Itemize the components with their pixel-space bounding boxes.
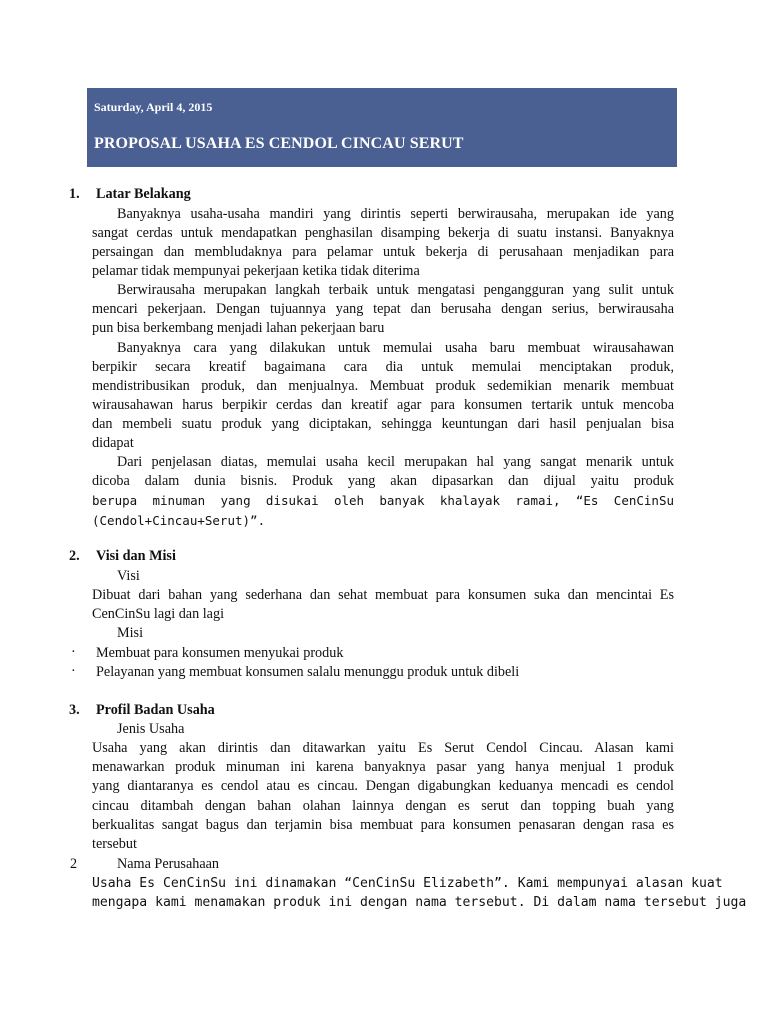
subheading-jenis-usaha: Jenis Usaha xyxy=(117,721,185,737)
page-title: PROPOSAL USAHA ES CENDOL CINCAU SERUT xyxy=(94,135,464,152)
bullet-icon: · xyxy=(71,644,76,660)
paragraph-line: mencari pekerjaan. Dengan tujuannya yang tepat dan berusaha dengan serius, berwirausaha xyxy=(92,301,674,317)
section-heading: Latar Belakang xyxy=(96,186,191,202)
paragraph-line: Usaha yang akan dirintis dan ditawarkan yaitu Es Serut Cendol Cincau. Alasan kami xyxy=(92,740,674,756)
header-banner xyxy=(87,88,677,167)
section-number: 2. xyxy=(69,548,80,564)
paragraph-line: Banyaknya usaha-usaha mandiri yang dirintis seperti berwirausaha, merupakan ide yang xyxy=(117,206,674,222)
paragraph-line: (Cendol+Cincau+Serut)”. xyxy=(92,513,266,528)
list-item: Membuat para konsumen menyukai produk xyxy=(96,645,344,661)
post-date: Saturday, April 4, 2015 xyxy=(94,100,213,114)
bullet-icon: · xyxy=(71,663,76,679)
paragraph-line: menawarkan produk minuman ini karena banyaknya pasar yang hanya menjual 1 produk xyxy=(92,759,674,775)
paragraph-line: Banyaknya cara yang dilakukan untuk memulai usaha baru membuat wirausahawan xyxy=(117,340,674,356)
section-number: 3. xyxy=(69,702,80,718)
section-number: 1. xyxy=(69,186,80,202)
section-heading: Visi dan Misi xyxy=(96,548,176,564)
misi-label: Misi xyxy=(117,625,144,641)
paragraph-line: tersebut xyxy=(92,836,137,852)
paragraph-line: Berwirausaha merupakan langkah terbaik untuk mengatasi pengangguran yang sulit untuk xyxy=(117,282,674,298)
paragraph-line: pelamar tidak mempunyai pekerjaan ketika tidak diterima xyxy=(92,263,420,279)
visi-label: Visi xyxy=(117,568,140,584)
paragraph-line: persaingan dan membludaknya para pelamar untuk bekerja di perusahaan menjadikan para xyxy=(92,244,674,260)
paragraph-line: berupa minuman yang disukai oleh banyak khalayak ramai, “Es CenCinSu xyxy=(92,493,674,508)
paragraph-line: mendistribusikan produk, dan menjualnya. Membuat produk sedemikian menarik membuat xyxy=(92,378,674,394)
paragraph-line: Dari penjelasan diatas, memulai usaha kecil merupakan hal yang sangat menarik untuk xyxy=(117,454,674,470)
paragraph-line: Usaha Es CenCinSu ini dinamakan “CenCinSu Elizabeth”. Kami mempunyai alasan kuat xyxy=(92,876,723,891)
paragraph-line: sangat cerdas untuk mendapatkan penghasilan disamping bekerja di suatu instansi. Banyaknya xyxy=(92,225,674,241)
paragraph-line: CenCinSu lagi dan lagi xyxy=(92,606,225,622)
paragraph-line: wirausahawan harus berpikir cerdas dan kreatif agar para konsumen tertarik untuk mencoba xyxy=(92,397,674,413)
paragraph-line: Dibuat dari bahan yang sederhana dan sehat membuat para konsumen suka dan mencintai Es xyxy=(92,587,674,603)
paragraph-line: dan membeli suatu produk yang diciptakan, sehingga keuntungan dari hasil penjualan bisa xyxy=(92,416,674,432)
paragraph-line: cincau ditambah dengan bahan olahan lainnya dengan es serut dan topping buah yang xyxy=(92,798,674,814)
paragraph-line: berkualitas sangat bagus dan terjamin bisa membuat para konsumen penasaran dengan rasa es xyxy=(92,817,674,833)
paragraph-line: dicoba dalam dunia bisnis. Produk yang akan dipasarkan dan dijual yaitu produk xyxy=(92,473,674,489)
list-item: Pelayanan yang membuat konsumen salalu menunggu produk untuk dibeli xyxy=(96,664,520,680)
paragraph-line: yang diantaranya es cendol atau es cincau. Dengan digabungkan keduanya mencadi es cendol xyxy=(92,778,674,794)
paragraph-line: berpikir secara kreatif bagaimana cara dia untuk memulai menciptakan produk, xyxy=(92,359,674,375)
paragraph-line: mengapa kami menamakan produk ini dengan nama tersebut. Di dalam nama tersebut juga xyxy=(92,895,747,910)
subsection-number: 2 xyxy=(70,856,78,872)
paragraph-line: pun bisa berkembang menjadi lahan pekerjaan baru xyxy=(92,320,385,336)
paragraph-line: didapat xyxy=(92,435,134,451)
section-heading: Profil Badan Usaha xyxy=(96,702,215,718)
subheading-nama-perusahaan: Nama Perusahaan xyxy=(117,856,220,872)
